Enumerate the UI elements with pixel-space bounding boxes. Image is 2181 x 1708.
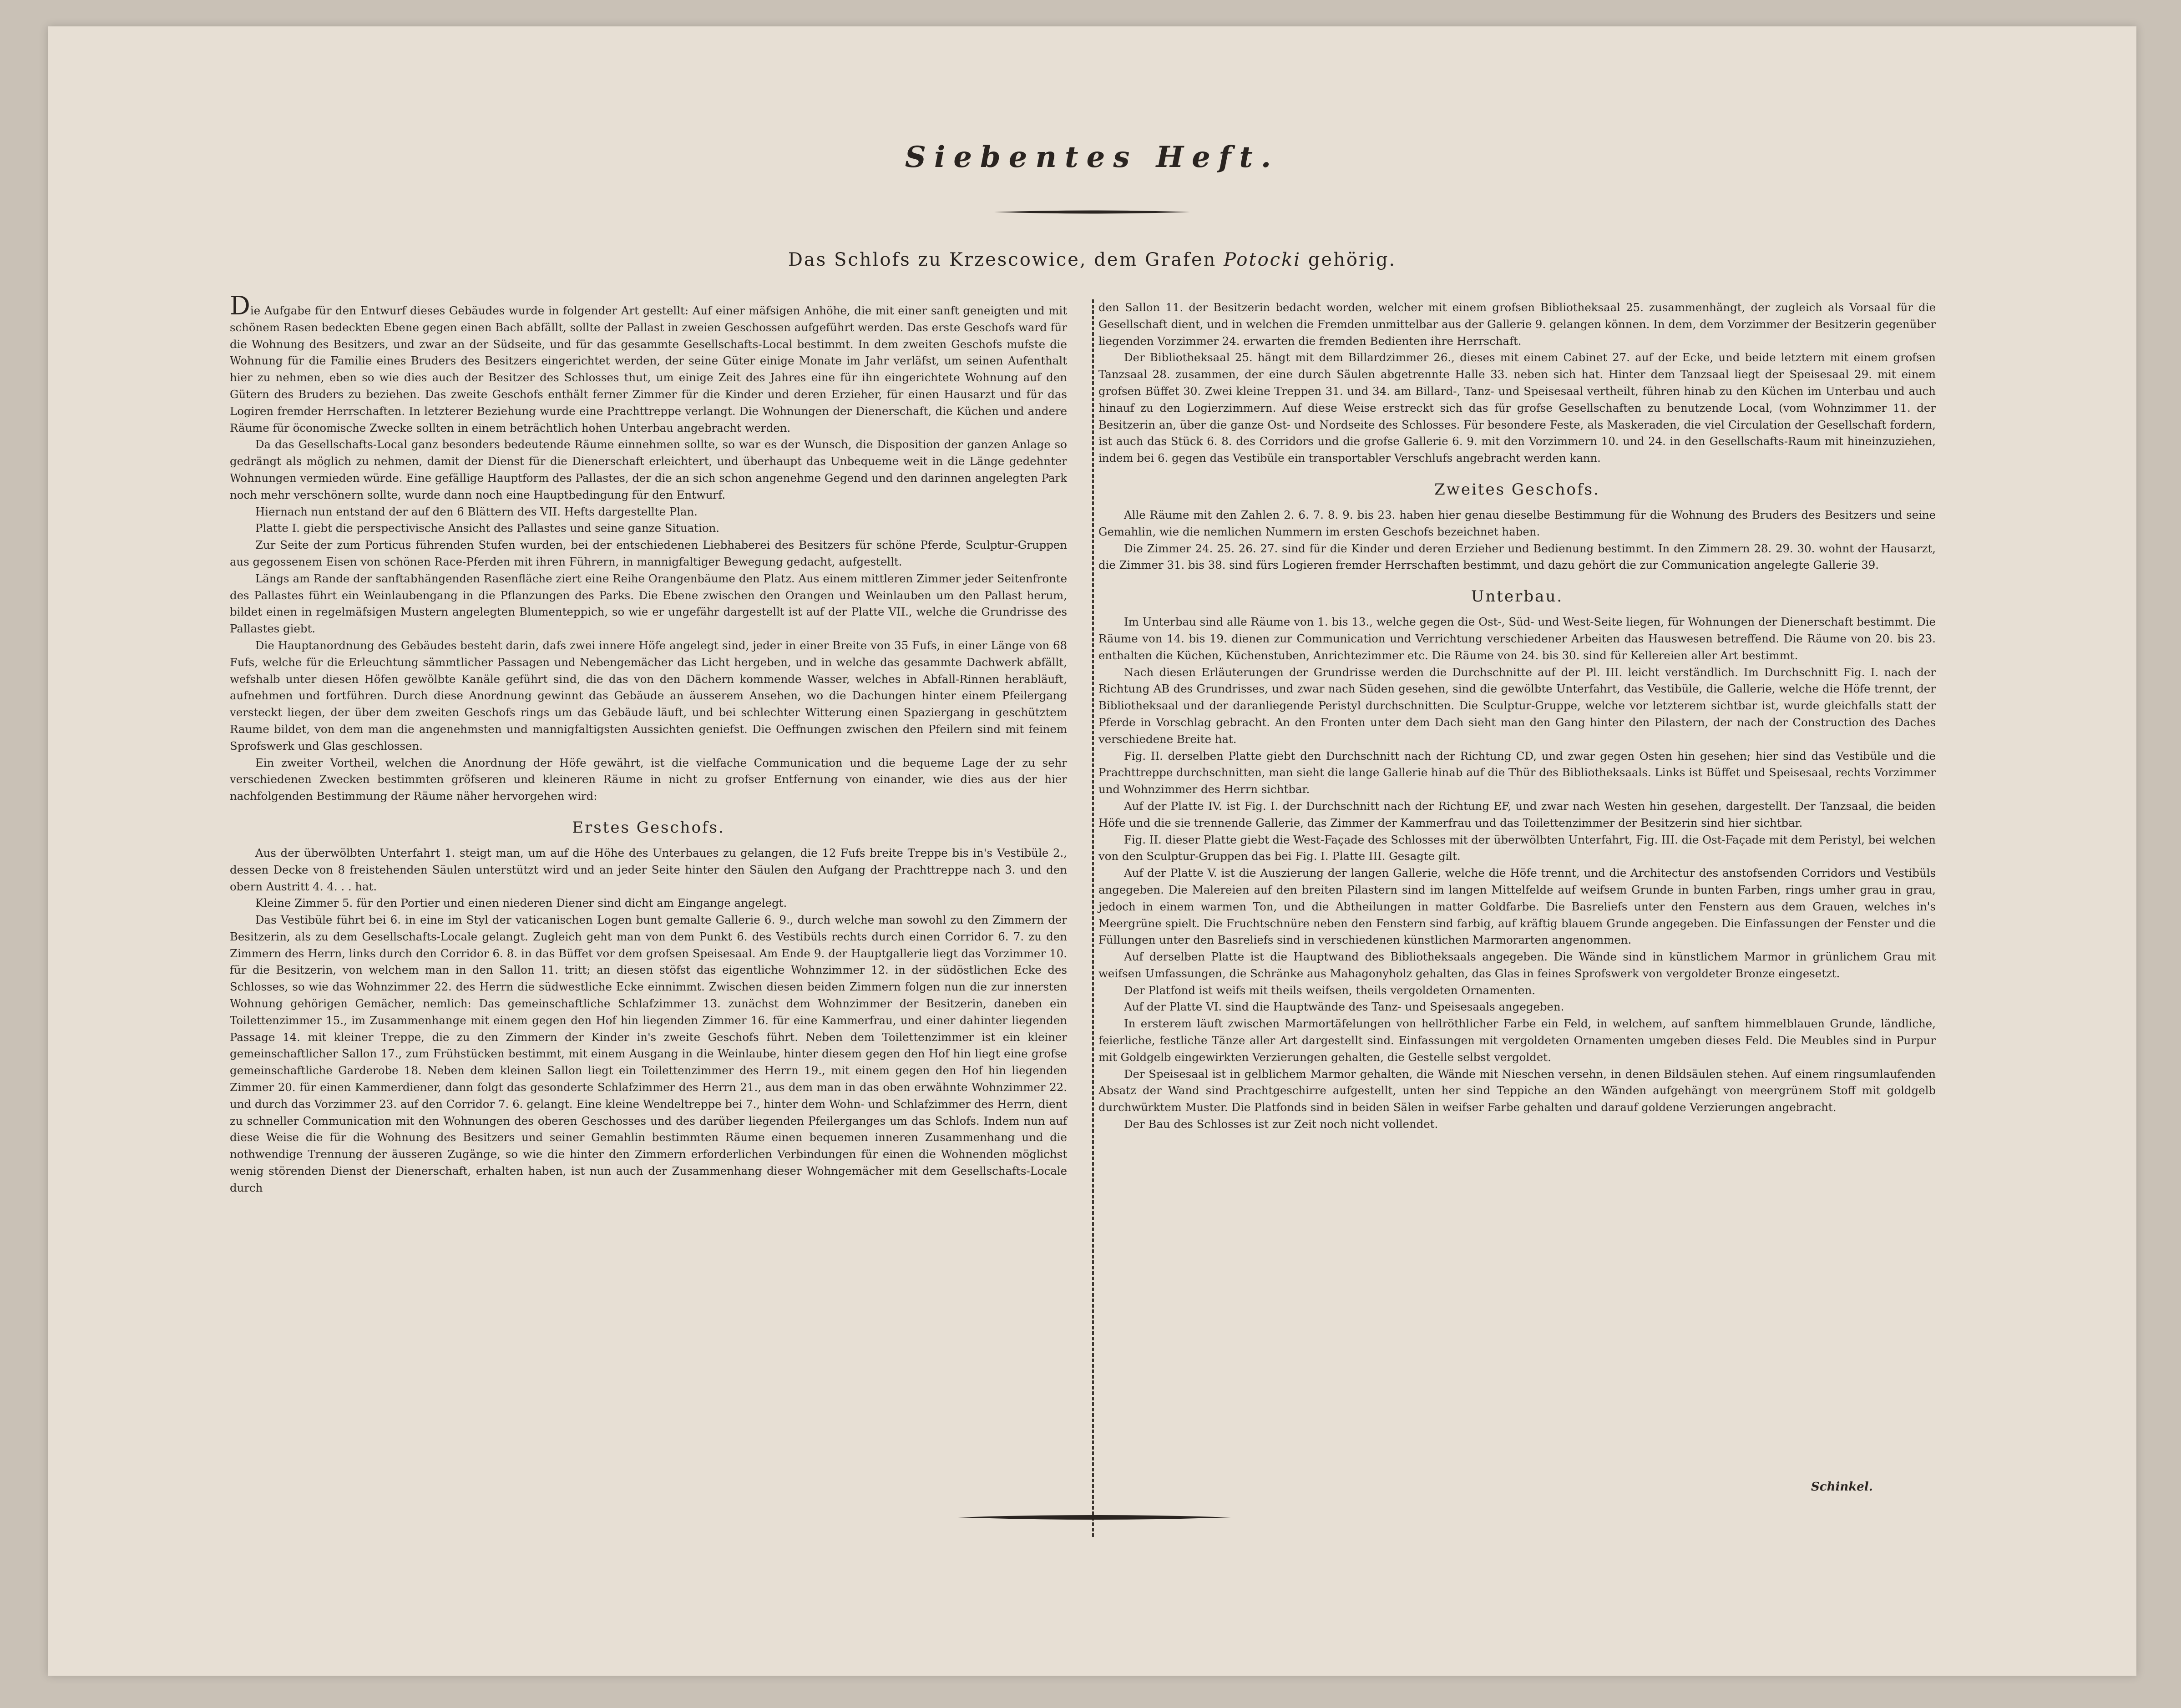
- paper-sheet: [48, 26, 2136, 1676]
- paragraph: Fig. II. derselben Platte giebt den Durchschnitt nach der Richtung CD, und zwar gegen Osten hin gesehen; hier sind das Vestibüle und die Prachttreppe durchschnitten, man sieht die lange Gallerie hinab auf die Thür des Bibliotheksaals. Links ist Büffet und Speisesaal, rechts Vorzimmer und Wohnzimmer des Herrn sichtbar.: [1098, 749, 1936, 796]
- subtitle-prefix: Das Schlofs zu Krzescowice, dem Grafen: [788, 249, 1217, 270]
- paragraph: Längs am Rande der sanftabhängenden Rasenfläche ziert eine Reihe Orangenbäume den Platz. Aus einem mittleren Zimmer jeder Seitenfronte des Pallastes führt ein Weinlaubengang in die Pflanzungen des Parks. Die Ebene zwischen den Orangen und Weinlauben um den Pallast herum, bildet einen in regelmäfsigen Mustern angelegten Blumenteppich, so wie er ungefähr dargestellt ist auf der Platte VII., welche die Grundrisse des Pallastes giebt.: [230, 571, 1067, 636]
- text-column-right: [1098, 299, 1936, 1133]
- paragraph: Kleine Zimmer 5. für den Portier und einen niederen Diener sind dicht am Eingange angelegt.: [255, 896, 787, 910]
- drop-cap: D: [230, 291, 250, 321]
- paragraph: Der Speisesaal ist in gelblichem Marmor gehalten, die Wände mit Nieschen versehn, in denen Bildsäulen stehen. Auf einem ringsumlaufenden Absatz der Wand sind Prachtgeschirre aufgestellt, unten her sind Teppiche an den Wänden aufgehängt von meergrünem Stoff mit goldgelb durchwürktem Muster. Die Platfonds sind in beiden Sälen in weifser Farbe gehalten und darauf goldene Verzierungen angebracht.: [1098, 1067, 1936, 1114]
- paragraph: Nach diesen Erläuterungen der Grundrisse werden die Durchschnitte auf der Pl. III. leicht verständlich. Im Durchschnitt Fig. I. nach der Richtung AB des Grundrisses, und zwar nach Süden gesehen, sind die gewölbte Unterfahrt, das Vestibüle, die Gallerie, welche die Höfe trennt, der Bibliotheksaal und der daranliegende Peristyl durchschnitten. Die Sculptur-Gruppe, welche vor letzterem sichtbar ist, wurde gleichfalls statt der Pferde in Vorschlag gebracht. An den Fronten unter dem Dach sieht man den Gang hinter den Pilastern, der nach der Construction des Daches verschiedene Breite hat.: [1098, 665, 1936, 746]
- paragraph: Hiernach nun entstand der auf den 6 Blättern des VII. Hefts dargestellte Plan.: [255, 505, 698, 518]
- paragraph: Der Bibliotheksaal 25. hängt mit dem Billardzimmer 26., dieses mit einem Cabinet 27. auf der Ecke, und beide letztern mit einem grofsen Tanzsaal 28. zusammen, der eine durch Säulen abgetrennte Halle 33. neben sich hat. Hinter dem Tanzsaal liegt der Speisesaal 29. mit einem grofsen Büffet 30. Zwei kleine Treppen 31. und 34. am Billard-, Tanz- und Speisesaal vertheilt, führen hinab zu den Küchen im Unterbau und auch hinauf zu den Logierzimmern. Auf diese Weise erstreckt sich das für grofse Gesellschaften zu benutzende Local, (vom Wohnzimmer 11. der Besitzerin an, über die ganze Ost- und Nordseite des Schlosses. Für besondere Feste, als Maskeraden, die viel Circulation der Gesellschaft fordern, ist auch das Stück 6. 8. des Corridors und die grofse Gallerie 6. 9. mit den Vorzimmern 10. und 24. in den Gesellschafts-Raum mit hineinzuziehen, indem bei 6. gegen das Vestibüle ein transportabler Verschlufs angebracht werden kann.: [1098, 351, 1936, 465]
- paragraph: Der Bau des Schlosses ist zur Zeit noch nicht vollendet.: [1124, 1117, 1438, 1131]
- subtitle-name: Potocki: [1224, 249, 1301, 270]
- paragraph: Platte I. giebt die perspectivische Ansicht des Pallastes und seine ganze Situation.: [255, 521, 720, 535]
- paragraph: Auf derselben Platte ist die Hauptwand des Bibliotheksaals angegeben. Die Wände sind in künstlichem Marmor in grünlichem Grau mit weifsen Umfassungen, die Schränke aus Mahagonyholz gehalten, das Glas in feines Sprofswerk von vergoldeter Bronze eingesetzt.: [1098, 950, 1936, 980]
- paragraph: Das Vestibüle führt bei 6. in eine im Styl der vaticanischen Logen bunt gemalte Gallerie 6. 9., durch welche man sowohl zu den Zimmern der Besitzerin, als zu dem Gesellschafts-Locale gelangt. Zugleich geht man von dem Punkt 6. des Vestibüls rechts durch einen Corridor 6. 7. zu den Zimmern des Herrn, links durch den Corridor 6. 8. in das Büffet vor dem grofsen Speisesaal. Am Ende 9. der Hauptgallerie liegt das Vorzimmer 10. für die Besitzerin, von welchem man in den Sallon 11. tritt; an diesen stöfst das eigentliche Wohnzimmer 12. in der südöstlichen Ecke des Schlosses, so wie das Wohnzimmer 22. des Herrn die südwestliche Ecke einnimmt. Zwischen diesen beiden Zimmern folgen nun die zur innersten Wohnung gehörigen Gemächer, nemlich: Das gemeinschaftliche Schlafzimmer 13. zunächst dem Wohnzimmer der Besitzerin, daneben ein Toilettenzimmer 15., im Zusammenhange mit einem gegen den Hof hin liegenden Zimmer 16. für eine Kammerfrau, und einer dahinter liegenden Passage 14. mit kleiner Treppe, die zu den Zimmern der Kinder in's zweite Geschofs führt. Neben dem Toilettenzimmer ist ein kleiner gemeinschaftlicher Sallon 17., zum Frühstücken bestimmt, mit einem Ausgang in die Weinlaube, hinter diesem gegen den Hof hin liegt eine grofse gemeinschaftliche Garderobe 18. Neben dem kleinen Sallon liegt ein Toilettenzimmer des Herrn 19., mit einem gegen den Hof hin liegenden Zimmer 20. für einen Kammerdiener, dann folgt das gesonderte Schlafzimmer des Herrn 21., aus dem man in das oben erwähnte Wohnzimmer 22. und durch das Vorzimmer 23. auf den Corridor 7. 6. gelangt. Eine kleine Wendeltreppe bei 7., hinter dem Wohn- und Schlafzimmer des Herrn, dient zu schneller Communication mit den Wohnungen des oberen Geschosses und des darüber liegenden Pfeilerganges um das Schlofs. Indem nun auf diese Weise die für die Wohnung des Besitzers und seiner Gemahlin bestimmten Räume einen bequemen inneren Zusammenhang und die nothwendige Trennung der äusseren Zugänge, so wie die hinter den Zimmern erforderlichen Verbindungen für einen die Wohnenden möglichst wenig störenden Dienst der Dienerschaft, erhalten haben, ist nun auch der Zusammenhang dieser Wohngemächer mit dem Gesellschafts-Locale durch: [230, 913, 1067, 1194]
- paragraph: Ein zweiter Vortheil, welchen die Anordnung der Höfe gewährt, ist die vielfache Communication und die bequeme Lage der zu sehr verschiedenen Zwecken bestimmten gröfseren und kleineren Räume in nicht zu grofser Entfernung von einander, wie dies aus der hier nachfolgenden Bestimmung der Räume näher hervorgehen wird:: [230, 756, 1067, 803]
- paragraph: Die Zimmer 24. 25. 26. 27. sind für die Kinder und deren Erzieher und Bedienung bestimmt. In den Zimmern 28. 29. 30. wohnt der Hausarzt, die Zimmer 31. bis 38. sind fürs Logieren fremder Herrschaften bestimmt, und dazu gehört die zur Communication angelegte Gallerie 39.: [1098, 541, 1936, 572]
- page-title: Siebentes Heft.: [905, 140, 1280, 174]
- signature: Schinkel.: [1811, 1480, 1873, 1494]
- paragraph: Auf der Platte VI. sind die Hauptwände des Tanz- und Speisesaals angegeben.: [1124, 1000, 1564, 1014]
- paragraph: Aus der überwölbten Unterfahrt 1. steigt man, um auf die Höhe des Unterbaues zu gelangen, die 12 Fufs breite Treppe bis in's Vestibüle 2., dessen Decke von 8 freistehenden Säulen unterstützt wird und an jeder Seite hinter den Säulen den Aufgang der Prachttreppe nach 3. und den obern Austritt 4. 4. . . hat.: [230, 846, 1067, 893]
- paragraph: [230, 291, 1067, 436]
- section-heading: Erstes Geschofs.: [572, 818, 725, 837]
- column-divider: [1092, 299, 1094, 1537]
- paragraph: Der Platfond ist weifs mit theils weifsen, theils vergoldeten Ornamenten.: [1124, 983, 1536, 997]
- paragraph: Fig. II. dieser Platte giebt die West-Façade des Schlosses mit der überwölbten Unterfahrt, Fig. III. die Ost-Façade mit dem Peristyl, bei welchen von den Sculptur-Gruppen das bei Fig. I. Platte III. Gesagte gilt.: [1098, 833, 1936, 863]
- section-heading: Unterbau.: [1471, 587, 1564, 606]
- paragraph-text: ie Aufgabe für den Entwurf dieses Gebäudes wurde in folgender Art gestellt: Auf einer mäfsigen Anhöhe, die mit einer sanft geneigten und mit schönem Rasen bedeckten Ebene gegen einen Bach abfällt, sollte der Pallast in zweien Geschossen aufgeführt werden. Das erste Geschofs ward für die Wohnung des Besitzers, und zwar an der Südseite, und für das gesammte Gesellschafts-Local bestimmt. In dem zweiten Geschofs mufste die Wohnung für die Familie eines Bruders des Besitzers eingerichtet werden, der seine Güter einige Monate im Jahr verläfst, um seinen Aufenthalt hier zu nehmen, eben so wie dies auch der Besitzer des Schlosses thut, um einige Zeit des Jahres eine für ihn eingerichtete Wohnung auf den Gütern des Bruders zu beziehen. Das zweite Geschofs enthält ferner Zimmer für die Kinder und deren Erzieher, für einen Hausarzt und für das Logiren fremder Herrschaften. In letzterer Beziehung wurde eine Prachttreppe verlangt. Die Wohnungen der Dienerschaft, die Küchen und andere Räume für öconomische Zwecke sollten in einem beträchtlich hohen Unterbau angebracht werden.: [230, 304, 1067, 435]
- subtitle-suffix: gehörig.: [1308, 249, 1397, 270]
- paragraph: den Sallon 11. der Besitzerin bedacht worden, welcher mit einem grofsen Bibliotheksaal 25. zusammenhängt, der zugleich als Vorsaal für die Gesellschaft dient, und in welchen die Fremden unmittelbar aus der Gallerie 9. gelangen können. In dem, dem Vorzimmer der Besitzerin gegenüber liegenden Vorzimmer 24. erwarten die fremden Bedienten ihre Herrschaft.: [1098, 301, 1936, 348]
- paragraph: In ersterem läuft zwischen Marmortäfelungen von hellröthlicher Farbe ein Feld, in welchem, auf sanftem himmelblauen Grunde, ländliche, feierliche, festliche Tänze aller Art dargestellt sind. Einfassungen mit vergoldeten Ornamenten umgeben dieses Feld. Die Meubles sind in Purpur mit Goldgelb eingewirkten Verzierungen gehalten, die Gestelle selbst vergoldet.: [1098, 1017, 1936, 1064]
- paragraph: Alle Räume mit den Zahlen 2. 6. 7. 8. 9. bis 23. haben hier genau dieselbe Bestimmung für die Wohnung des Bruders des Besitzers und seine Gemahlin, wie die nemlichen Nummern im ersten Geschofs bezeichnet haben.: [1098, 508, 1936, 538]
- text-column-left: [230, 291, 1067, 1197]
- title-ornament: [994, 210, 1190, 214]
- paragraph: Die Hauptanordnung des Gebäudes besteht darin, dafs zwei innere Höfe angelegt sind, jeder in einer Breite von 35 Fufs, in einer Länge von 68 Fufs, welche für die Erleuchtung sämmtlicher Passagen und Nebengemächer das Licht hergeben, und in welche das gesammte Dachwerk abfällt, wefshalb unter diesen Höfen gewölbte Kanäle geführt sind, die das von den Dächern kommende Wasser, welches in Abfall-Rinnen herabläuft, aufnehmen und fortführen. Durch diese Anordnung gewinnt das Gebäude an äusserem Ansehen, wo die Dachungen hinter einem Pfeilergang versteckt liegen, der über dem zweiten Geschofs rings um das Gebäude läuft, und bei schlechter Witterung einen Spaziergang in geschütztem Raume bildet, von dem man die angenehmsten und mannigfaltigsten Aussichten geniefst. Die Oeffnungen zwischen den Pfeilern sind mit feinem Sprofswerk und Glas geschlossen.: [230, 638, 1067, 753]
- section-heading: Zweites Geschofs.: [1434, 480, 1600, 499]
- paragraph: Da das Gesellschafts-Local ganz besonders bedeutende Räume einnehmen sollte, so war es der Wunsch, die Disposition der ganzen Anlage so gedrängt als möglich zu nehmen, damit der Dienst für die Dienerschaft erleichtert, und überhaupt das Unbequeme weit in die Länge gedehnter Wohnungen vermieden würde. Eine gefällige Hauptform des Pallastes, der die an sich schon angenehme Gegend und den darinnen angelegten Park noch mehr verschönern sollte, wurde dann noch eine Hauptbedingung für den Entwurf.: [230, 438, 1067, 501]
- paragraph: Auf der Platte V. ist die Auszierung der langen Gallerie, welche die Höfe trennt, und die Architectur des anstofsenden Corridors und Vestibüls angegeben. Die Malereien auf den breiten Pilastern sind im langen Mittelfelde auf weifsem Grunde in bunten Farben, rings umher grau in grau, jedoch in einem warmen Ton, und die Abtheilungen in matter Goldfarbe. Die Basreliefs unter den Fenstern aus dem Grauen, welches in's Meergrüne spielt. Die Fruchtschnüre neben den Fenstern sind farbig, auf kräftig blauem Grunde angegeben. Die Einfassungen der Fenster und die Füllungen unter den Basreliefs sind in verschiedenen künstlichen Marmorarten angenommen.: [1098, 866, 1936, 947]
- paragraph: Im Unterbau sind alle Räume von 1. bis 13., welche gegen die Ost-, Süd- und West-Seite liegen, für Wohnungen der Dienerschaft bestimmt. Die Räume von 14. bis 19. dienen zur Communication und Verrichtung verschiedener Arbeiten das Hauswesen betreffend. Die Räume von 20. bis 23. enthalten die Küchen, Küchenstuben, Anrichtezimmer etc. Die Räume von 24. bis 30. sind für Kellereien aller Art bestimmt.: [1098, 615, 1936, 662]
- footer-ornament: [958, 1514, 1231, 1521]
- paragraph: Auf der Platte IV. ist Fig. I. der Durchschnitt nach der Richtung EF, und zwar nach Westen hin gesehen, dargestellt. Der Tanzsaal, die beiden Höfe und die sie trennende Gallerie, das Zimmer der Kammerfrau und das Toilettenzimmer der Besitzerin sind hier sichtbar.: [1098, 799, 1936, 829]
- paragraph: Zur Seite der zum Porticus führenden Stufen wurden, bei der entschiedenen Liebhaberei des Besitzers für schöne Pferde, Sculptur-Gruppen aus gegossenem Eisen von schönen Race-Pferden mit ihren Führern, in mannigfaltiger Bewegung gedacht, aufgestellt.: [230, 538, 1067, 568]
- subtitle: [48, 249, 2136, 270]
